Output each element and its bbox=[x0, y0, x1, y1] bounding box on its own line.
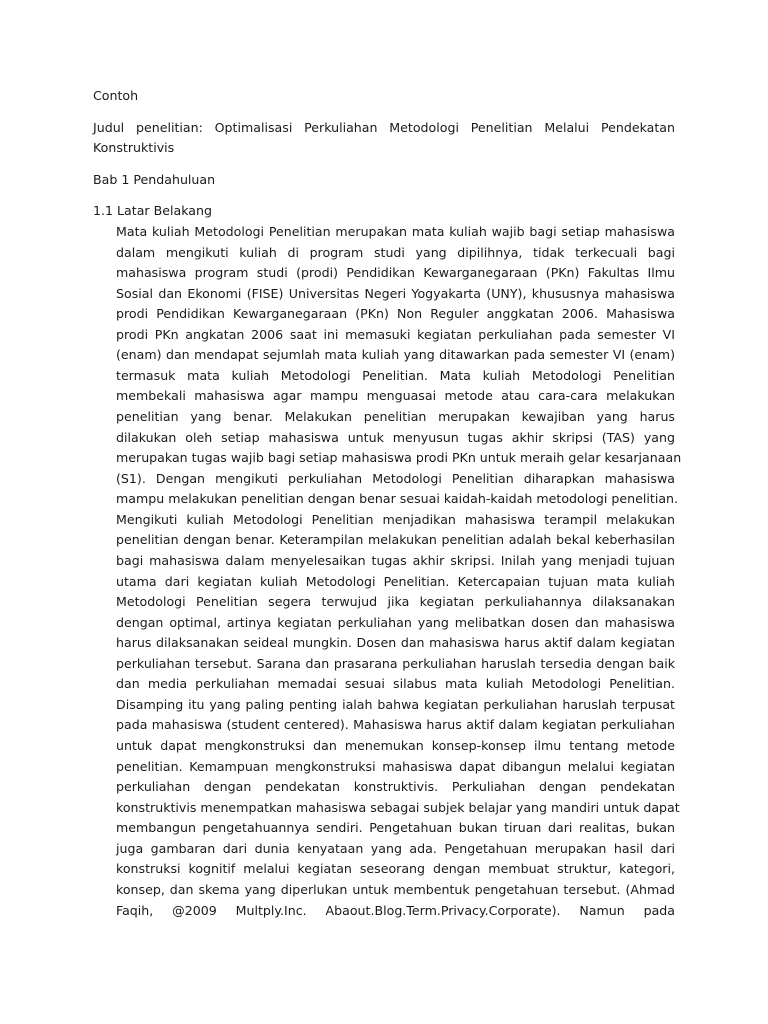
body-line: Disamping itu yang paling penting ialah bahwa kegiatan perkuliahan haruslah terpusat bbox=[116, 696, 675, 712]
body-line: pada mahasiswa (student centered). Mahasiswa harus aktif dalam kegiatan perkuliahan bbox=[116, 717, 675, 733]
body-line: penelitian dengan benar. Keterampilan melakukan penelitian adalah bekal keberhasilan bbox=[116, 532, 675, 548]
body-line: membekali mahasiswa agar mampu menguasai metode atau cara-cara melakukan bbox=[116, 388, 675, 404]
body-line: Sosial dan Ekonomi (FISE) Universitas Negeri Yogyakarta (UNY), khususnya mahasiswa bbox=[116, 285, 675, 301]
body-line: Mengikuti kuliah Metodologi Penelitian menjadikan mahasiswa terampil melakukan bbox=[116, 511, 675, 527]
body-line: konstruktivis menempatkan mahasiswa sebagai subjek belajar yang mandiri untuk dapat bbox=[116, 799, 680, 815]
body-paragraph bbox=[116, 222, 682, 921]
body-line: perkuliahan tersebut. Sarana dan prasarana perkuliahan haruslah tersedia dengan baik bbox=[116, 655, 675, 671]
document-page bbox=[93, 86, 682, 921]
body-line: termasuk mata kuliah Metodologi Penelitian. Mata kuliah Metodologi Penelitian bbox=[116, 367, 675, 383]
body-line: konsep, dan skema yang diperlukan untuk membentuk pengetahuan tersebut. (Ahmad bbox=[116, 881, 675, 897]
body-line: dilakukan oleh setiap mahasiswa untuk menyusun tugas akhir skripsi (TAS) yang bbox=[116, 429, 675, 445]
body-line: dan media perkuliahan memadai sesuai silabus mata kuliah Metodologi Penelitian. bbox=[116, 676, 675, 692]
body-line: penelitian yang benar. Melakukan penelitian merupakan kewajiban yang harus bbox=[116, 409, 675, 425]
body-line: bagi mahasiswa dalam menyelesaikan tugas akhir skripsi. Inilah yang menjadi tujuan bbox=[116, 552, 675, 568]
body-line: prodi PKn angkatan 2006 saat ini memasuki kegiatan perkuliahan pada semester VI bbox=[116, 326, 675, 342]
body-line: dalam mengikuti kuliah di program studi yang dipilihnya, tidak terkecuali bagi bbox=[116, 244, 675, 260]
body-line: Mata kuliah Metodologi Penelitian merupakan mata kuliah wajib bagi setiap mahasiswa bbox=[116, 223, 675, 239]
research-title-line: Konstruktivis bbox=[93, 140, 175, 156]
body-line: harus dilaksanakan seideal mungkin. Dosen dan mahasiswa harus aktif dalam kegiatan bbox=[116, 635, 675, 651]
body-line: (enam) dan mendapat sejumlah mata kuliah yang ditawarkan pada semester VI (enam) bbox=[116, 347, 675, 363]
body-line: untuk dapat mengkonstruksi dan menemukan konsep-konsep ilmu tentang metode bbox=[116, 738, 675, 754]
body-line: perkuliahan dengan pendekatan konstruktivis. Perkuliahan dengan pendekatan bbox=[116, 779, 675, 795]
research-title-line: Judul penelitian: Optimalisasi Perkuliahan Metodologi Penelitian Melalui Pendekatan bbox=[93, 119, 675, 135]
body-line: Metodologi Penelitian segera terwujud jika kegiatan perkuliahannya dilaksanakan bbox=[116, 594, 675, 610]
body-line: mampu melakukan penelitian dengan benar sesuai kaidah-kaidah metodologi penelitian. bbox=[116, 491, 679, 507]
section-heading: 1.1 Latar Belakang bbox=[93, 203, 212, 219]
body-line: merupakan tugas wajib bagi setiap mahasiswa prodi PKn untuk meraih gelar kesarjanaan bbox=[116, 450, 682, 466]
body-line: utama dari kegiatan kuliah Metodologi Penelitian. Ketercapaian tujuan mata kuliah bbox=[116, 573, 675, 589]
chapter-heading: Bab 1 Pendahuluan bbox=[93, 171, 216, 187]
body-line: membangun pengetahuannya sendiri. Pengetahuan bukan tiruan dari realitas, bukan bbox=[116, 820, 675, 836]
body-line: (S1). Dengan mengikuti perkuliahan Metodologi Penelitian diharapkan mahasiswa bbox=[116, 470, 675, 486]
body-line: konstruksi kognitif melalui kegiatan seseorang dengan membuat struktur, kategori, bbox=[116, 861, 675, 877]
body-line: juga gambaran dari dunia kenyataan yang ada. Pengetahuan merupakan hasil dari bbox=[116, 840, 675, 856]
body-line: mahasiswa program studi (prodi) Pendidikan Kewarganegaraan (PKn) Fakultas Ilmu bbox=[116, 265, 675, 281]
body-line: dengan optimal, artinya kegiatan perkuliahan yang melibatkan dosen dan mahasiswa bbox=[116, 614, 675, 630]
body-line: penelitian. Kemampuan mengkonstruksi mahasiswa dapat dibangun melalui kegiatan bbox=[116, 758, 675, 774]
body-line: Faqih, @2009 Multply.Inc. Abaout.Blog.Term.Privacy.Corporate). Namun pada bbox=[116, 902, 675, 918]
body-line: prodi Pendidikan Kewarganegaraan (PKn) Non Reguler anggkatan 2006. Mahasiswa bbox=[116, 306, 675, 322]
research-title bbox=[93, 118, 675, 159]
document-label: Contoh bbox=[93, 88, 139, 103]
